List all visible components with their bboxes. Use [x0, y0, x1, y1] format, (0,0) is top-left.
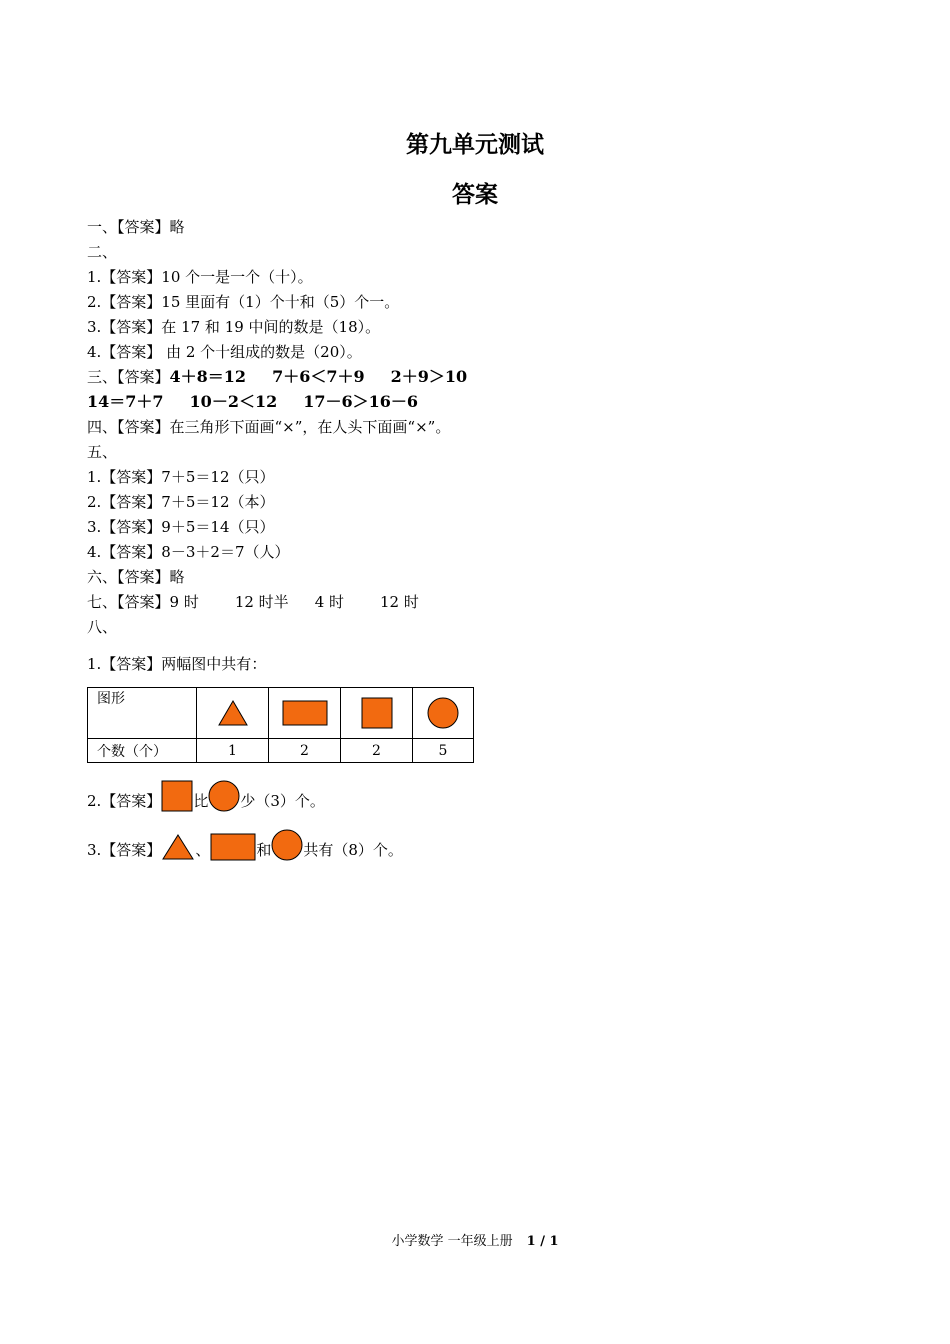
separator: 、	[195, 841, 211, 859]
answer-prefix: 2.【答案】	[87, 792, 162, 810]
comparison-3: 2＋9＞10	[390, 367, 468, 386]
square-icon	[361, 697, 393, 729]
table-cell-square	[341, 688, 413, 739]
page-subtitle: 答案	[452, 182, 498, 208]
square-icon	[161, 780, 193, 812]
circle-icon	[427, 697, 459, 729]
table-count-triangle: 1	[197, 739, 269, 763]
answer-line-8-2	[87, 780, 325, 818]
comparison-4: 14＝7＋7	[87, 392, 164, 411]
answer-line-5-2: 2.【答案】7＋5＝12（本）	[87, 493, 275, 511]
table-cell-circle	[413, 688, 474, 739]
table-cell-triangle	[197, 688, 269, 739]
answer-text: 共有（8）个。	[303, 841, 403, 859]
section-heading-5: 五、	[87, 443, 118, 461]
answer-line-7	[87, 591, 419, 613]
answer-line-2-2: 2.【答案】15 里面有（1）个十和（5）个一。	[87, 293, 400, 311]
clock-time-1: 9 时	[169, 593, 199, 611]
page-number: 1 / 1	[526, 1234, 559, 1249]
rectangle-icon	[282, 700, 328, 726]
table-count-rectangle: 2	[269, 739, 341, 763]
table-count-square: 2	[341, 739, 413, 763]
answer-line-8-1: 1.【答案】两幅图中共有：	[87, 655, 267, 673]
answer-prefix: 七、【答案】	[87, 593, 170, 611]
table-cell-rectangle	[269, 688, 341, 739]
answer-line-2-4: 4.【答案】 由 2 个十组成的数是（20）。	[87, 343, 362, 361]
page-footer	[0, 1230, 950, 1249]
clock-time-2: 12 时半	[234, 593, 289, 611]
answer-prefix: 三、【答案】	[87, 368, 170, 386]
table-header-label: 图形	[88, 688, 197, 739]
section-heading-2: 二、	[87, 243, 118, 261]
answer-line-1: 一、【答案】略	[87, 218, 185, 236]
triangle-icon	[161, 833, 195, 861]
table-row	[88, 739, 474, 763]
answer-line-2-1: 1.【答案】10 个一是一个（十）。	[87, 268, 313, 286]
answer-line-3-cont	[87, 391, 418, 413]
clock-time-4: 12 时	[380, 593, 419, 611]
section-heading-8: 八、	[87, 618, 118, 636]
circle-icon	[271, 829, 303, 861]
answer-line-5-3: 3.【答案】9＋5＝14（只）	[87, 518, 275, 536]
footer-text: 小学数学 一年级上册	[391, 1234, 513, 1249]
answer-prefix: 3.【答案】	[87, 841, 162, 859]
answer-line-4: 四、【答案】在三角形下面画“×”，在人头下面画“×”。	[87, 418, 451, 436]
answer-line-2-3: 3.【答案】在 17 和 19 中间的数是（18）。	[87, 318, 381, 336]
circle-icon	[208, 780, 240, 812]
clock-time-3: 4 时	[314, 593, 344, 611]
rectangle-icon	[210, 833, 256, 861]
table-count-circle: 5	[413, 739, 474, 763]
conjunction: 和	[256, 841, 272, 859]
compare-word: 比	[193, 792, 209, 810]
answer-line-5-1: 1.【答案】7＋5＝12（只）	[87, 468, 275, 486]
answer-text: 少（3）个。	[240, 792, 325, 810]
answer-line-6: 六、【答案】略	[87, 568, 185, 586]
answer-line-8-3	[87, 829, 403, 867]
page-title: 第九单元测试	[406, 132, 544, 158]
comparison-5: 10－2＜12	[189, 392, 278, 411]
answer-line-3	[87, 366, 467, 388]
table-row	[88, 688, 474, 739]
shape-count-table	[87, 687, 474, 763]
table-count-label: 个数（个）	[88, 739, 197, 763]
comparison-6: 17－6＞16－6	[303, 392, 419, 411]
triangle-icon	[217, 699, 249, 727]
comparison-2: 7＋6＜7＋9	[272, 367, 365, 386]
answer-line-5-4: 4.【答案】8－3＋2＝7（人）	[87, 543, 290, 561]
comparison-1: 4＋8＝12	[169, 367, 247, 386]
